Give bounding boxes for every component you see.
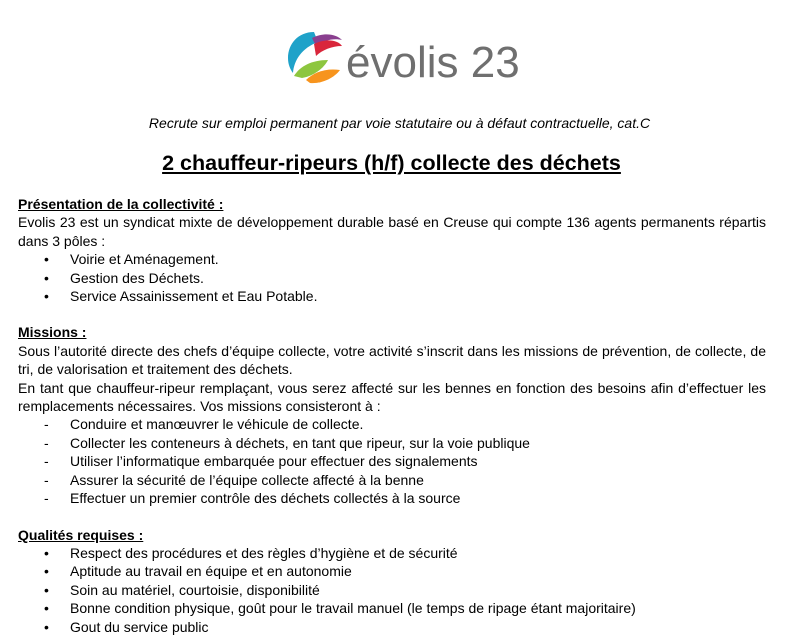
presentation-text: Evolis 23 est un syndicat mixte de développement durable basé en Creuse qui compte 136 agents permanents répartis dans 3 pôles : [18, 214, 766, 249]
dash-marker: - [44, 453, 49, 470]
evolis-swirl-icon [284, 26, 344, 86]
list-item: - Collecter les conteneurs à déchets, en tant que ripeur, sur la voie publique [44, 434, 530, 451]
list-item: • Gout du service public [44, 618, 209, 635]
bullet-marker: • [44, 251, 49, 268]
list-item: • Service Assainissement et Eau Potable. [44, 288, 318, 305]
missions-text-2: En tant que chauffeur-ripeur remplaçant, vous serez affecté sur les bennes en fonction des besoins afin d’effectuer les remplacements nécessaires. Vos missions consisteront à : [18, 379, 766, 415]
logo-text: évolis 23 [346, 38, 520, 87]
bullet-marker: • [44, 563, 49, 580]
job-offer-body [18, 195, 766, 636]
list-item: - Utiliser l’informatique embarquée pour effectuer des signalements [44, 453, 478, 470]
list-item: • Gestion des Déchets. [44, 269, 204, 286]
list-item: • Respect des procédures et des règles d’hygiène et de sécurité [44, 544, 458, 561]
missions-text-1: Sous l’autorité directe des chefs d’équipe collecte, votre activité s’inscrit dans les missions de prévention, de collecte, de tri, de valorisation et traitement des déchets. [18, 342, 766, 378]
list-item: • Bonne condition physique, goût pour le travail manuel (le temps de ripage étant majoritaire) [44, 600, 636, 617]
dash-marker: - [44, 471, 49, 488]
list-item: • Soin au matériel, courtoisie, disponibilité [44, 581, 320, 598]
presentation-list [18, 250, 766, 305]
bullet-marker: • [44, 600, 49, 617]
missions-heading: Missions : [18, 324, 87, 341]
bullet-marker: • [44, 544, 49, 561]
page-title: 2 chauffeur-ripeurs (h/f) collecte des déchets [162, 151, 621, 175]
evolis-logo [284, 26, 520, 92]
presentation-heading: Présentation de la collectivité : [18, 196, 224, 212]
bullet-marker: • [44, 618, 49, 635]
list-item: • Voirie et Aménagement. [44, 251, 219, 268]
dash-marker: - [44, 434, 49, 451]
list-item: - Effectuer un premier contrôle des déchets collectés à la source [44, 490, 461, 507]
list-item: • Aptitude au travail en équipe et en autonomie [44, 563, 352, 580]
dash-marker: - [44, 416, 49, 433]
bullet-marker: • [44, 269, 49, 286]
qualites-heading: Qualités requises : [18, 526, 144, 543]
bullet-marker: • [44, 288, 49, 305]
list-item: - Conduire et manœuvrer le véhicule de collecte. [44, 416, 364, 433]
list-item: - Assurer la sécurité de l’équipe collecte affecté à la benne [44, 471, 424, 488]
dash-marker: - [44, 490, 49, 507]
qualites-list [18, 544, 766, 636]
missions-list [18, 415, 766, 507]
recruitment-subtitle: Recrute sur emploi permanent par voie statutaire ou à défaut contractuelle, cat.C [148, 115, 651, 131]
bullet-marker: • [44, 581, 49, 598]
